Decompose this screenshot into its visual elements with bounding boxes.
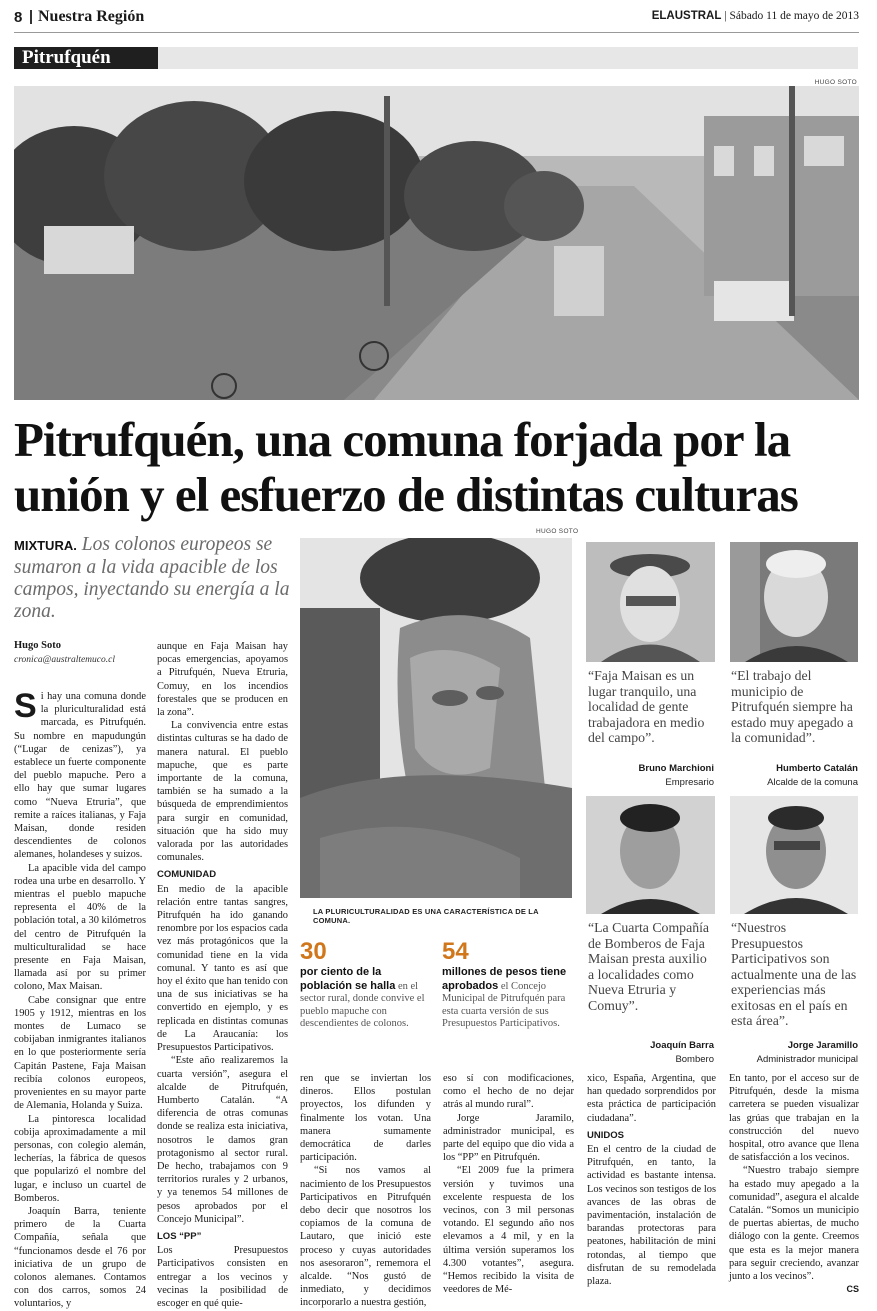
subhead-unidos: UNIDOS (587, 1129, 624, 1141)
paragraph: Joaquín Barra, teniente primero de la Cuarta Compañía, señala que “funcionamos desde el 76 por iniciativa de un grupo de colonos alemanes. Contamos con dos carros, somos 24 voluntarios, y (14, 1205, 146, 1310)
statue-image (300, 538, 572, 898)
subhead-comunidad: COMUNIDAD (157, 869, 217, 881)
quote-3: “La Cuarta Compañía de Bomberos de Faja Maisan presta auxilio a localidades como Nueva Etruria y Comuy”. (588, 920, 710, 1013)
stat-text: el Concejo Municipal de Pitrufquén para esta cuarta versión de sus Presupuestos Participativos. (442, 980, 566, 1029)
statue-photo-credit: HUGO SOTO (536, 528, 579, 535)
deck-text: Los colonos europeos se sumaron a la vida apacible de los campos, inyectando su energía a la zona. (14, 534, 290, 622)
paragraph: En medio de la apacible relación entre tantas sangres, Pitrufquén ha ido ganando renombre por los espacios cada vez más protagónicos que la comunidad tiene en la vida comunal. Y tanto es así que hoy el éxito que han tenido con una de sus iniciativas se ha convertido en ejemplo, y es replicada en distintas comunas de La Araucanía: los Presupuestos Participativos. (157, 883, 288, 1054)
header-divider (30, 10, 32, 24)
paragraph: xico, España, Argentina, que han quedado sorprendidos por esta práctica de participación ciudadana”. (587, 1073, 716, 1124)
page-number: 8 (14, 9, 23, 26)
masthead-date: ELAUSTRAL | Sábado 11 de mayo de 2013 (651, 10, 859, 22)
paragraph: La pintoresca localidad cobija aproximadamente a mil personas, con colegio alemán, lecherías, la fábrica de quesos que popularizó el nombre del lugar, e incluso un cuartel de Bomberos. (14, 1113, 146, 1204)
paragraph: eso sí con modificaciones, como el hecho de no dejar atrás al mundo rural”. (443, 1073, 574, 1111)
body-column-5 (587, 1072, 716, 1288)
drop-cap: S (14, 687, 37, 725)
quote-4: “Nuestros Presupuestos Participativos son actualmente una de las experiencias más exitosas en el país en esta área”. (731, 920, 857, 1028)
page-header (14, 6, 859, 33)
paragraph: “Este año realizaremos la cuarta versión”, asegura el alcalde de Pitrufquén, Humberto Catalán. “A diferencia de otras comunas donde se realiza esta iniciativa, nosotros le damos gran protagonismo al sector rural. De hecho, trabajamos con 9 territorios rurales y 2 urbanos, y ya tenemos 54 millones de pesos aprobados por el Concejo Municipal”. (157, 1055, 288, 1225)
headline: Pitrufquén, una comuna forjada por la unión y el esfuerzo de distintas culturas (14, 412, 798, 522)
body-column-4 (443, 1072, 574, 1296)
quote-2: “El trabajo del municipio de Pitrufquén siempre ha estado muy apegado a la comunidad”. (731, 668, 854, 745)
quote-1: “Faja Maisan es un lugar tranquilo, una localidad de gente trabajadora en medio del campo”. (588, 668, 705, 745)
stat-54 (442, 938, 574, 1031)
paragraph: “El 2009 fue la primera versión y tuvimos una excelente respuesta de los vecinos, con 3 mil personas votando. El segundo año nos elevamos a 4 mil, y en la última versión superamos los 4.300 votantes”, asegura. “Hemos recibido la visita de veedores de Mé- (443, 1165, 574, 1296)
quote-1-role: Empresario (665, 777, 714, 788)
subhead-pp: LOS “PP” (157, 1230, 202, 1242)
stat-number: 30 (300, 938, 327, 965)
main-photo-credit: HUGO SOTO (814, 79, 857, 86)
main-photo (14, 86, 859, 400)
body-column-2 (157, 640, 288, 1310)
section-band-label: Pitrufquén (14, 47, 158, 69)
portrait-joaquin-barra (586, 796, 715, 914)
paragraph: aunque en Faja Maisan hay pocas emergencias, apoyamos a Pitrufquén, Nueva Etruria, Comuy, en los incendios forestales que se producen en la zona”. (157, 641, 288, 719)
quote-4-role: Administrador municipal (756, 1054, 858, 1065)
statue-caption: LA PLURICULTURALIDAD ES UNA CARACTERÍSTICA DE LA COMUNA. (313, 907, 539, 925)
paragraph: Jorge Jaramilo, administrador municipal, es parte del equipo que dio vida a los “PP” en Pitrufquén. (443, 1112, 574, 1164)
deck (14, 534, 294, 623)
statue-photo (300, 538, 572, 898)
issue-date: Sábado 11 de mayo de 2013 (729, 10, 859, 22)
portrait-jorge-jaramillo (730, 796, 858, 914)
paragraph: La apacible vida del campo rodea una urbe en desarrollo. Y mientras el pueblo mapuche representa el 40% de la población total, a 30 kilómetros del centro de Pitrufquén la multiculturalidad se hace presente en Faja Maisan, llamada así por su primer colono, Max Maisan. (14, 862, 146, 993)
paragraph: En el centro de la ciudad de Pitrufquén, en tanto, la actividad es bastante intensa. Los vecinos son testigos de los avances de las obras de pavimentación, instalación de barandas protectoras para peatones, habilitación de mini rotondas, al tiempo que disfrutan de su remodelada plaza. (587, 1144, 716, 1288)
paragraph: La convivencia entre estas distintas culturas se ha dado de manera natural. El pueblo mapuche, que es parte importante de la comuna, también se ha sumado a la búsqueda de emprendimientos para surgir en comunidad, situación que ha sido muy valorada por las autoridades comunales. (157, 720, 288, 864)
portrait-humberto-catalan (730, 542, 858, 662)
paragraph: Cabe consignar que entre 1905 y 1912, mientras en los montes de Lumaco se cobijaban inmigrantes italianos en lo que posteriormente sería Capitán Pastene, Faja Maisan recibía colonos europeos, provenientes en su mayor parte de Alemania, Holanda y Suiza. (14, 994, 146, 1112)
street-scene-image (14, 86, 859, 400)
quote-1-name: Bruno Marchioni (638, 763, 714, 774)
quote-3-name: Joaquín Barra (650, 1040, 714, 1051)
publication-name: ELAUSTRAL (651, 10, 722, 22)
quote-2-role: Alcalde de la comuna (767, 777, 858, 788)
quote-2-name: Humberto Catalán (776, 763, 858, 774)
paragraph: Los Presupuestos Participativos consisten en entregar a los vecinos y vecinas la posibilidad de escoger en qué quie- (157, 1245, 288, 1309)
portrait-bruno-marchioni (586, 542, 715, 662)
byline-email: cronica@australtemuco.cl (14, 655, 115, 665)
deck-kicker: MIXTURA. (14, 538, 77, 553)
paragraph: ren que se inviertan los dineros. Ellos postulan proyectos, los difunden y finalmente los votan. Una manera sumamente democrática de darles participación. (300, 1073, 431, 1164)
stat-text: en el sector rural, donde convive el pueblo mapuche con descendientes de colonos. (300, 980, 425, 1029)
stat-number: 54 (442, 938, 469, 965)
paragraph: En tanto, por el acceso sur de Pitrufquén, desde la misma carretera se pueden visualizar las grúas que trabajan en la construcción del nuevo hospital, otro avance que llena de satisfacción a los vecinos. (729, 1073, 859, 1164)
end-mark: CS (846, 1284, 859, 1295)
paragraph: “Nuestro trabajo siempre ha estado muy apegado a la comunidad”, asegura el alcalde Catalán. “Somos un municipio de puertas abiertas, de mucho diálogo con la gente. Creemos que esta es la mejor manera para seguir creciendo, avanzar junto a los vecinos”. (729, 1165, 859, 1283)
body-column-3 (300, 1072, 431, 1310)
stat-30 (300, 938, 434, 1031)
stat-lead: por ciento de la población se halla (300, 966, 396, 992)
body-column-6 (729, 1072, 859, 1296)
byline-author: Hugo Soto (14, 640, 61, 651)
paragraph: i hay una comuna donde la pluriculturalidad está marcada, es Pitrufquén. Su nombre en mapudungún (“Lugar de cenizas”), ya establece un fuerte componente del pueblo mapuche. Pero a ello hay que sumar lugares como “Nueva Etruria”, que remite a raíces italianas, y Faja Maisan, donde residen descendientes de colonos alemanes, holandeses y suizos. (14, 691, 146, 861)
quote-4-name: Jorge Jaramillo (787, 1040, 858, 1051)
body-column-1 (14, 687, 146, 1311)
section-name: Nuestra Región (38, 8, 145, 25)
stat-lead: millones de pesos tiene aprobados (442, 966, 567, 992)
paragraph: “Si nos vamos al nacimiento de los Presupuestos Participativos en Pitrufquén debo decir que nosotros los copiamos de la comuna de Lautaro, que inició este proceso y cuyas autoridades nos asesoraron”, rememora el alcalde. “Nos gustó de inmediato, y decidimos incorporarlo a nuestra gestión, (300, 1165, 431, 1309)
quote-3-role: Bombero (675, 1054, 714, 1065)
